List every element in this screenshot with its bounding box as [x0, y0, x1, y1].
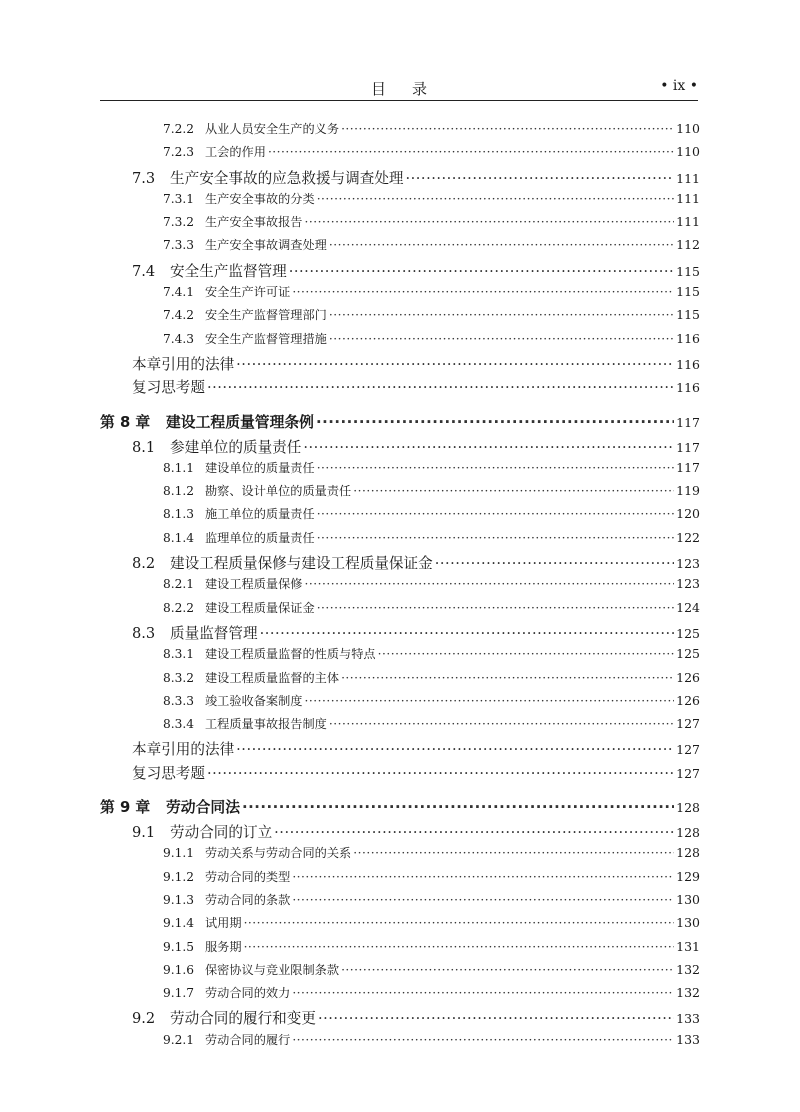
toc-subsection-entry[interactable] [100, 120, 700, 143]
toc-entry-page: 124 [676, 599, 700, 615]
toc-entry-title: 生产安全事故的分类 [205, 191, 315, 206]
toc-dot-leader [303, 439, 674, 456]
toc-entry-page: 133 [676, 1011, 700, 1027]
toc-subsection-entry[interactable] [100, 692, 700, 715]
toc-entry-page: 115 [676, 284, 700, 300]
toc-entry-page: 123 [676, 576, 700, 592]
toc-entry-number: 9.1.1 [163, 846, 195, 861]
toc-subsection-entry[interactable] [100, 283, 700, 306]
toc-entry-number: 8.2.1 [163, 577, 195, 592]
toc-entry-title: 复习思考题 [132, 764, 205, 782]
toc-entry-number: 第 9 章 [100, 799, 151, 817]
toc-dot-leader [435, 555, 674, 572]
toc-entry-title: 劳动合同的履行和变更 [170, 1010, 316, 1028]
toc-entry-page: 111 [676, 214, 700, 230]
toc-entry-number: 8.1.3 [163, 507, 195, 522]
toc-entry-title: 施工单位的质量责任 [205, 507, 315, 522]
toc-section-entry[interactable] [100, 738, 700, 761]
toc-section-entry[interactable] [100, 436, 700, 459]
toc-entry-title: 服务期 [205, 939, 242, 954]
toc-entry-number: 7.3 [132, 169, 156, 187]
toc-dot-leader [207, 379, 674, 396]
toc-section-entry[interactable] [100, 167, 700, 190]
toc-entry-page: 130 [676, 915, 700, 931]
toc-entry-page: 127 [676, 716, 700, 732]
toc-subsection-entry[interactable] [100, 482, 700, 505]
toc-subsection-entry[interactable] [100, 213, 700, 236]
toc-entry-title: 工会的作用 [205, 145, 266, 160]
toc-entry-number: 7.4 [132, 262, 156, 280]
toc-entry-page: 115 [676, 263, 700, 279]
toc-entry-page: 125 [676, 646, 700, 662]
toc-section-entry[interactable] [100, 762, 700, 785]
toc-dot-leader [268, 145, 674, 159]
toc-dot-leader [329, 308, 674, 322]
toc-entry-number: 9.1.7 [163, 986, 195, 1001]
toc-dot-leader [317, 461, 674, 475]
toc-entry-number: 9.1.4 [163, 916, 195, 931]
toc-subsection-entry[interactable] [100, 306, 700, 329]
toc-entry-page: 110 [676, 144, 700, 160]
toc-entry-page: 122 [676, 529, 700, 545]
toc-entry-title: 从业人员安全生产的义务 [205, 122, 340, 136]
toc-entry-page: 133 [676, 1031, 700, 1047]
toc-entry-title: 生产安全事故调查处理 [205, 238, 327, 253]
toc-section-entry[interactable] [100, 821, 700, 844]
toc-subsection-entry[interactable] [100, 868, 700, 891]
toc-entry-title: 保密协议与竞业限制条款 [205, 962, 340, 977]
toc-entry-title: 参建单位的质量责任 [170, 438, 302, 456]
toc-dot-leader [329, 332, 674, 346]
toc-entry-page: 117 [676, 459, 700, 475]
toc-entry-number: 8.1.4 [163, 530, 195, 545]
toc-dot-leader [316, 414, 674, 431]
toc-dot-leader [317, 192, 674, 206]
toc-entry-number: 8.3.2 [163, 670, 195, 685]
toc-entry-title: 勘察、设计单位的质量责任 [205, 484, 352, 499]
running-header [100, 78, 698, 101]
toc-entry-number: 第 8 章 [100, 413, 151, 431]
toc-dot-leader [292, 870, 674, 884]
toc-entry-number: 8.1.2 [163, 484, 195, 499]
toc-entry-title: 建设工程质量保修 [205, 577, 303, 592]
toc-dot-leader [242, 799, 674, 816]
toc-entry-title: 试用期 [205, 916, 242, 931]
toc-entry-title: 劳动合同的履行 [205, 1032, 291, 1047]
toc-entry-page: 110 [676, 121, 700, 136]
toc-dot-leader [292, 986, 674, 1000]
toc-subsection-entry[interactable] [100, 645, 700, 668]
toc-subsection-entry[interactable] [100, 505, 700, 528]
toc-entry-number: 9.2.1 [163, 1032, 195, 1047]
toc-entry-page: 115 [676, 307, 700, 323]
toc-entry-page: 127 [676, 742, 700, 758]
toc-entry-title: 建设工程质量监督的主体 [205, 670, 340, 685]
toc-entry-title: 建设工程质量管理条例 [166, 413, 314, 431]
toc-entry-number: 8.1.1 [163, 460, 195, 475]
toc-dot-leader [260, 625, 675, 642]
toc-entry-title: 建设单位的质量责任 [205, 460, 315, 475]
toc-entry-number: 7.3.2 [163, 215, 195, 230]
header-page-number: • ix • [660, 78, 698, 94]
header-title: 目录 [370, 80, 453, 98]
toc-dot-leader [244, 940, 675, 954]
toc-entry-title: 劳动合同的类型 [205, 869, 291, 884]
toc-dot-leader [341, 122, 674, 136]
toc-entry-number: 8.3.1 [163, 647, 195, 662]
toc-entry-title: 安全生产监督管理 [170, 262, 287, 280]
toc-entry-title: 本章引用的法律 [132, 355, 235, 373]
toc-entry-title: 建设工程质量监督的性质与特点 [205, 647, 376, 662]
toc-entry-title: 本章引用的法律 [132, 741, 235, 759]
toc-entry-title: 安全生产监督管理部门 [205, 308, 327, 323]
toc-subsection-entry[interactable] [100, 938, 700, 961]
toc-entry-number: 7.4.3 [163, 331, 195, 346]
toc-subsection-entry[interactable] [100, 891, 700, 914]
toc-entry-page: 129 [676, 868, 700, 884]
toc-dot-leader [236, 356, 674, 373]
toc-entry-number: 9.1 [132, 824, 156, 842]
toc-entry-number: 9.2 [132, 1010, 156, 1028]
toc-entry-number: 7.2.3 [163, 145, 195, 160]
toc-entry-number: 8.3.3 [163, 693, 195, 708]
toc-entry-page: 111 [676, 190, 700, 206]
toc-entry-page: 126 [676, 669, 700, 685]
toc-dot-leader [292, 893, 674, 907]
toc-entry-page: 131 [676, 938, 700, 954]
toc-entry-page: 116 [676, 380, 700, 396]
toc-section-entry[interactable] [100, 552, 700, 575]
toc-entry-page: 126 [676, 692, 700, 708]
toc-entry-number: 8.3 [132, 624, 156, 642]
toc-subsection-entry[interactable] [100, 1031, 700, 1054]
toc-entry-page: 120 [676, 506, 700, 522]
toc-subsection-entry[interactable] [100, 190, 700, 213]
toc-section-entry[interactable] [100, 622, 700, 645]
toc-entry-number: 8.2.2 [163, 600, 195, 615]
toc-entry-title: 工程质量事故报告制度 [205, 717, 327, 732]
toc-dot-leader [317, 601, 674, 615]
toc-subsection-entry[interactable] [100, 143, 700, 166]
toc-entry-title: 监理单位的质量责任 [205, 530, 315, 545]
toc-dot-leader [378, 647, 675, 661]
toc-entry-number: 8.1 [132, 438, 156, 456]
toc-dot-leader [406, 170, 675, 187]
toc-dot-leader [317, 507, 674, 521]
toc-dot-leader [305, 577, 675, 591]
toc-entry-page: 125 [676, 625, 700, 641]
toc-entry-page: 128 [676, 825, 700, 841]
toc-subsection-entry[interactable] [100, 330, 700, 353]
toc-entry-page: 117 [676, 439, 700, 455]
toc-chapter-entry[interactable] [100, 406, 700, 436]
toc-subsection-entry[interactable] [100, 669, 700, 692]
toc-entry-title: 生产安全事故的应急救援与调查处理 [170, 169, 404, 187]
toc-entry-page: 112 [676, 237, 700, 253]
toc-chapter-entry[interactable] [100, 791, 700, 821]
toc-entry-number: 7.4.2 [163, 308, 195, 323]
toc-dot-leader [318, 1010, 674, 1027]
toc-subsection-entry[interactable] [100, 236, 700, 259]
toc-entry-page: 130 [676, 891, 700, 907]
toc-subsection-entry[interactable] [100, 961, 700, 984]
toc-entry-number: 7.4.1 [163, 285, 195, 300]
toc-section-entry[interactable] [100, 376, 700, 399]
toc-dot-leader [341, 671, 674, 685]
toc-entry-page: 116 [676, 330, 700, 346]
toc-entry-page: 116 [676, 356, 700, 372]
toc-dot-leader [317, 531, 674, 545]
toc-entry-page: 123 [676, 556, 700, 572]
toc-subsection-entry[interactable] [100, 459, 700, 482]
toc-entry-number: 9.1.6 [163, 962, 195, 977]
toc-entry-page: 119 [676, 483, 700, 499]
toc-entry-number: 7.3.3 [163, 238, 195, 253]
toc-entry-number: 7.3.1 [163, 191, 195, 206]
toc-entry-title: 劳动合同的条款 [205, 892, 291, 907]
toc-dot-leader [292, 285, 674, 299]
toc-dot-leader [274, 824, 674, 841]
toc-subsection-entry[interactable] [100, 844, 700, 867]
toc-entry-page: 127 [676, 765, 700, 781]
toc-dot-leader [207, 765, 674, 782]
toc-entry-number: 9.1.5 [163, 939, 195, 954]
toc-dot-leader [329, 238, 674, 252]
toc-entry-number: 7.2.2 [163, 122, 195, 136]
toc-dot-leader [305, 694, 675, 708]
toc-entry-number: 9.1.2 [163, 869, 195, 884]
toc-dot-leader [305, 215, 675, 229]
toc-entry-title: 劳动关系与劳动合同的关系 [205, 846, 352, 861]
toc-dot-leader [341, 963, 674, 977]
toc-entry-title: 安全生产监督管理措施 [205, 331, 327, 346]
toc-subsection-entry[interactable] [100, 599, 700, 622]
toc-dot-leader [289, 263, 674, 280]
toc-entry-title: 复习思考题 [132, 379, 205, 397]
toc-section-entry[interactable] [100, 353, 700, 376]
toc-entry-title: 劳动合同法 [166, 799, 240, 817]
toc-subsection-entry[interactable] [100, 984, 700, 1007]
toc-section-entry[interactable] [100, 1007, 700, 1030]
toc-dot-leader [353, 484, 674, 498]
toc-section-entry[interactable] [100, 260, 700, 283]
toc-entry-page: 128 [676, 845, 700, 861]
toc-entry-number: 9.1.3 [163, 892, 195, 907]
toc-entry-title: 生产安全事故报告 [205, 215, 303, 230]
toc-subsection-entry[interactable] [100, 715, 700, 738]
toc-entry-title: 建设工程质量保证金 [205, 600, 315, 615]
toc-entry-number: 8.2 [132, 555, 156, 573]
toc-dot-leader [236, 741, 674, 758]
toc-subsection-entry[interactable] [100, 529, 700, 552]
toc-dot-leader [353, 846, 674, 860]
toc-dot-leader [292, 1033, 674, 1047]
toc-dot-leader [329, 717, 674, 731]
toc-entry-page: 117 [676, 414, 700, 430]
table-of-contents [100, 120, 700, 1054]
toc-entry-number: 8.3.4 [163, 717, 195, 732]
toc-entry-title: 劳动合同的效力 [205, 986, 291, 1001]
toc-entry-title: 质量监督管理 [170, 624, 258, 642]
toc-dot-leader [244, 916, 675, 930]
toc-entry-title: 竣工验收备案制度 [205, 693, 303, 708]
toc-entry-page: 132 [676, 961, 700, 977]
toc-entry-page: 128 [676, 800, 700, 816]
toc-entry-title: 建设工程质量保修与建设工程质量保证金 [170, 555, 433, 573]
toc-entry-title: 安全生产许可证 [205, 285, 291, 300]
toc-entry-page: 132 [676, 985, 700, 1001]
toc-entry-title: 劳动合同的订立 [170, 824, 273, 842]
toc-subsection-entry[interactable] [100, 914, 700, 937]
toc-subsection-entry[interactable] [100, 575, 700, 598]
toc-entry-page: 111 [676, 170, 700, 186]
